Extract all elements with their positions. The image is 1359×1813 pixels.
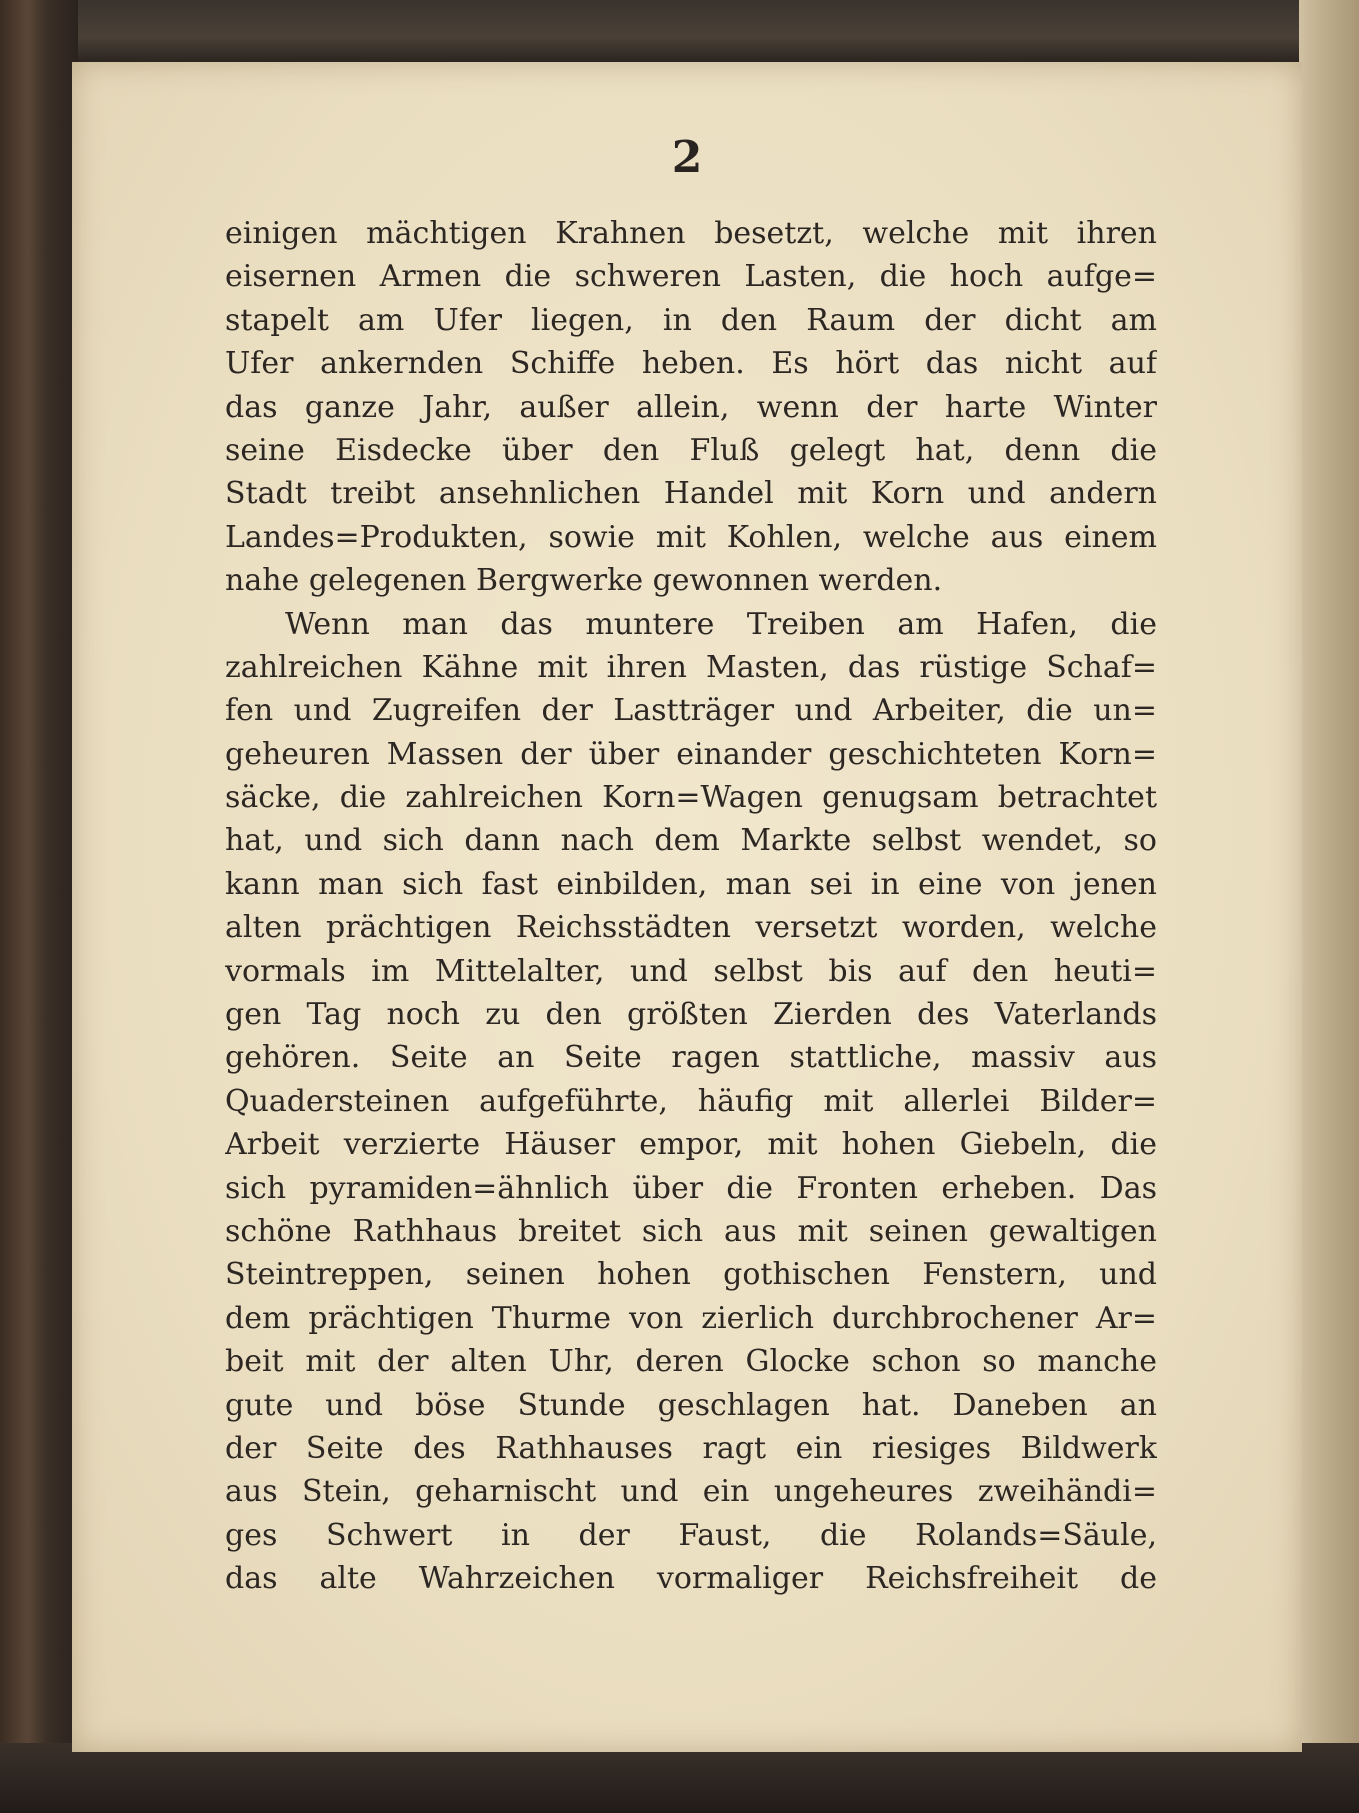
body-text xyxy=(225,212,1157,1601)
cover-edge-top xyxy=(0,0,1359,62)
text-line: kann man sich fast einbilden, man sei in eine von jenen xyxy=(225,866,1157,902)
text-line: Landes=Produkten, sowie mit Kohlen, welche aus einem xyxy=(225,519,1157,555)
text-line: das ganze Jahr, außer allein, wenn der harte Winter xyxy=(225,389,1157,425)
paragraph-end-line: nahe gelegenen Bergwerke gewonnen werden. xyxy=(225,563,943,599)
text-line: eisernen Armen die schweren Lasten, die hoch aufge= xyxy=(225,259,1157,295)
text-line: Steintreppen, seinen hohen gothischen Fenstern, und xyxy=(225,1257,1157,1293)
text-line: einigen mächtigen Krahnen besetzt, welche mit ihren xyxy=(225,216,1157,251)
text-line: gute und böse Stunde geschlagen hat. Daneben an xyxy=(225,1387,1157,1423)
text-line: gehören. Seite an Seite ragen stattliche, massiv aus xyxy=(225,1040,1157,1076)
text-line: sich pyramiden=ähnlich über die Fronten erheben. Das xyxy=(225,1170,1157,1206)
cover-spine-left xyxy=(0,0,78,1813)
cover-edge-bottom xyxy=(0,1743,1359,1813)
text-line: das alte Wahrzeichen vormaliger Reichsfreiheit de xyxy=(225,1561,1157,1597)
paragraph-start-line: Wenn man das muntere Treiben am Hafen, die xyxy=(285,606,1157,642)
text-line: Ufer ankernden Schiffe heben. Es hört das nicht auf xyxy=(225,346,1157,382)
text-line: seine Eisdecke über den Fluß gelegt hat, denn die xyxy=(225,432,1157,468)
page-number: 2 xyxy=(671,132,703,183)
text-line: aus Stein, geharnischt und ein ungeheures zweihändi= xyxy=(225,1474,1157,1510)
text-line: schöne Rathhaus breitet sich aus mit seinen gewaltigen xyxy=(225,1213,1157,1249)
page-edges-right xyxy=(1299,0,1359,1813)
text-line: säcke, die zahlreichen Korn=Wagen genugsam betrachtet xyxy=(225,780,1157,816)
text-line: dem prächtigen Thurme von zierlich durchbrochener Ar= xyxy=(225,1300,1157,1336)
text-line: alten prächtigen Reichsstädten versetzt worden, welche xyxy=(225,910,1157,946)
text-line: zahlreichen Kähne mit ihren Masten, das rüstige Schaf= xyxy=(225,649,1157,685)
text-line: Arbeit verzierte Häuser empor, mit hohen Giebeln, die xyxy=(225,1127,1157,1163)
text-line: Quadersteinen aufgeführte, häufig mit allerlei Bilder= xyxy=(225,1083,1157,1119)
text-line: Stadt treibt ansehnlichen Handel mit Korn und andern xyxy=(225,476,1157,512)
book-page xyxy=(72,62,1302,1752)
text-line: stapelt am Ufer liegen, in den Raum der dicht am xyxy=(225,302,1157,338)
text-line: geheuren Massen der über einander geschichteten Korn= xyxy=(225,736,1157,772)
text-line: beit mit der alten Uhr, deren Glocke schon so manche xyxy=(225,1344,1157,1380)
text-line: hat, und sich dann nach dem Markte selbst wendet, so xyxy=(225,823,1157,859)
text-line: ges Schwert in der Faust, die Rolands=Säule, xyxy=(225,1517,1157,1553)
text-line: der Seite des Rathhauses ragt ein riesiges Bildwerk xyxy=(225,1430,1157,1466)
text-line: fen und Zugreifen der Lastträger und Arbeiter, die un= xyxy=(225,693,1157,729)
text-line: vormals im Mittelalter, und selbst bis auf den heuti= xyxy=(225,953,1157,989)
text-line: gen Tag noch zu den größten Zierden des Vaterlands xyxy=(225,997,1157,1033)
